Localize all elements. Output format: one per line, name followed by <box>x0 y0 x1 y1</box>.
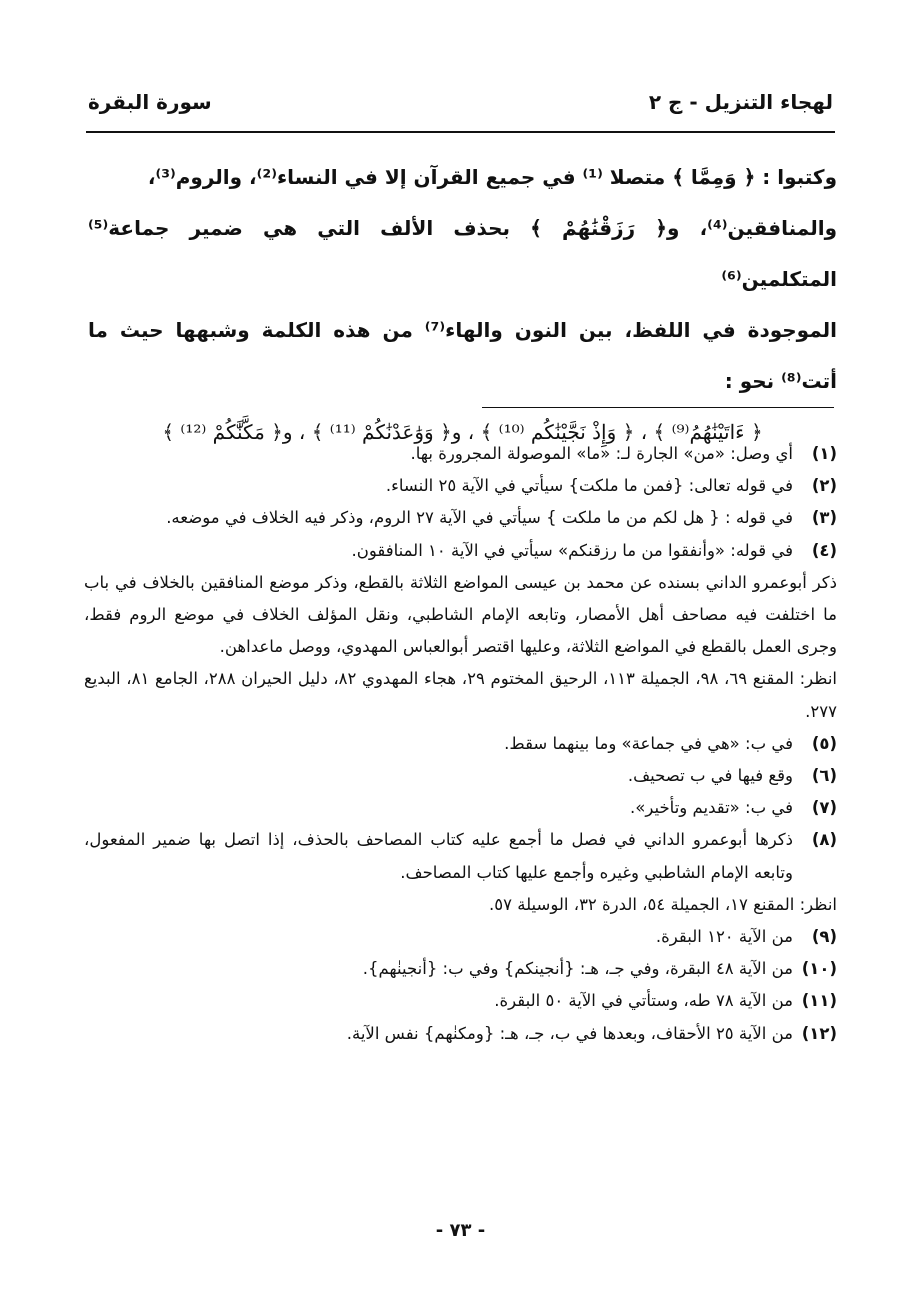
footnote-text: أي وصل: «من» الجارة لـ: «ما» الموصولة المجرورة بها. <box>410 444 793 463</box>
footnote-text: وقع فيها في ب تصحيف. <box>627 766 793 786</box>
footnote-8 <box>84 824 837 888</box>
footnote-number: (٩) <box>811 927 837 947</box>
footnote-number: (٦) <box>811 766 837 786</box>
footnote-4-continuation: ذكر أبوعمرو الداني بسنده عن محمد بن عيسى المواضع الثلاثة بالقطع، وذكر موضع المنافقين بالخلاف في باب ما اختلفت فيه مصاحف أهل الأمصار، وتابعه الإمام الشاطبي، ونقل المؤلف الخلاف في موضع الروم فقط، وجرى العمل بالقطع في المواضع الثلاثة، وعليها اقتصر أبوالعباس المهدوي، ووصل ماعداهن. <box>84 572 837 657</box>
footnote-6 <box>84 760 837 792</box>
footnotes <box>84 438 837 1050</box>
footnote-5 <box>84 728 837 760</box>
main-line-2: والمنافقين⁽⁴⁾، و﴿ رَزَقْنَٰهُمْ ﴾ بحذف الألف التي هي ضمير جماعة⁽⁵⁾ المتكلمين⁽⁶⁾ <box>88 216 837 291</box>
footnote-8-references: انظر: المقنع ١٧، الجميلة ٥٤، الدرة ٣٢، الوسيلة ٥٧. <box>489 894 837 914</box>
running-header <box>88 82 833 122</box>
footnote-number: (١٠) <box>801 959 837 979</box>
main-line-3: الموجودة في اللفظ، بين النون والهاء⁽⁷⁾ من هذه الكلمة وشبهها حيث ما أتت⁽⁸⁾ نحو : <box>88 318 837 393</box>
footnote-number: (٣) <box>811 508 837 528</box>
footnote-1 <box>84 438 837 470</box>
footnote-number: (٢) <box>811 476 837 496</box>
page-number: - ٧٣ - <box>435 1220 486 1241</box>
footnote-4-references: انظر: المقنع ٦٩، ٩٨، الجميلة ١١٣، الرحيق المختوم ٢٩، هجاء المهدوي ٨٢، دليل الحيران ٢٨٨، الجامع ٨١، البديع ٢٧٧. <box>84 669 837 721</box>
footnote-2 <box>84 470 837 502</box>
footnote-text: في قوله تعالى: {فمن ما ملكت} سيأتي في الآية ٢٥ النساء. <box>385 476 793 496</box>
main-line-4: ﴿ ءَاتَيْنَٰهُمُ⁽⁹⁾ ﴾ ، ﴿ وَإِذْ نَجَّيْنَٰكُم ⁽¹⁰⁾ ﴾ ، و﴿ وَوَٰعَدْنَٰكُمْ ⁽¹¹⁾ ﴾ ، و﴿ مَكَّنَّٰكُمْ ⁽¹²⁾ ﴾ <box>162 420 763 444</box>
header-divider <box>86 131 835 133</box>
footnote-text: من الآية ٤٨ البقرة، وفي جـ، هـ: {أنجينكم} وفي ب: {أنجينٰهم}. <box>362 959 793 979</box>
footnote-number: (٤) <box>811 540 837 560</box>
footnote-3 <box>84 502 837 534</box>
footnote-number: (٧) <box>811 798 837 818</box>
footnote-number: (٨) <box>811 830 837 850</box>
footnote-text: في قوله: «وأنفقوا من ما رزقنكم» سيأتي في الآية ١٠ المنافقون. <box>351 540 793 560</box>
book-title: لهجاء التنزيل - ج ٢ <box>648 90 833 114</box>
surah-title: سورة البقرة <box>88 90 212 114</box>
footnote-number: (١١) <box>801 991 837 1011</box>
footnote-9 <box>84 921 837 953</box>
footnote-11 <box>84 985 837 1017</box>
footnote-text: في ب: «تقديم وتأخير». <box>630 798 793 818</box>
footnote-7 <box>84 792 837 824</box>
footnote-text: من الآية ٧٨ طه، وستأتي في الآية ٥٠ البقرة. <box>494 991 793 1011</box>
footnote-text: من الآية ١٢٠ البقرة. <box>655 927 793 947</box>
footnote-10 <box>84 953 837 985</box>
footnote-number: (١٢) <box>801 1023 837 1043</box>
footnote-text: ذكرها أبوعمرو الداني في فصل ما أجمع عليه كتاب المصاحف بالحذف، إذا اتصل بها ضمير المفعول، وتابعه الإمام الشاطبي وغيره وأجمع عليها كتاب المصاحف. <box>84 830 793 882</box>
footnote-text: في ب: «هي في جماعة» وما بينهما سقط. <box>504 733 793 753</box>
footnote-number: (١) <box>811 444 837 463</box>
main-line-1: وكتبوا : ﴿ وَمِمَّا ﴾ متصلا ⁽¹⁾ في جميع القرآن إلا في النساء⁽²⁾، والروم⁽³⁾، <box>147 165 837 189</box>
footnote-number: (٥) <box>811 733 837 753</box>
footnote-divider <box>482 407 834 408</box>
main-text <box>88 152 837 458</box>
footnote-text: من الآية ٢٥ الأحقاف، وبعدها في ب، جـ، هـ: {ومكنٰهم} نفس الآية. <box>346 1023 793 1043</box>
footnote-4 <box>84 535 837 567</box>
footnote-12 <box>84 1018 837 1050</box>
footnote-text: في قوله : { هل لكم من ما ملكت } سيأتي في الآية ٢٧ الروم، وذكر فيه الخلاف في موضعه. <box>166 508 793 528</box>
